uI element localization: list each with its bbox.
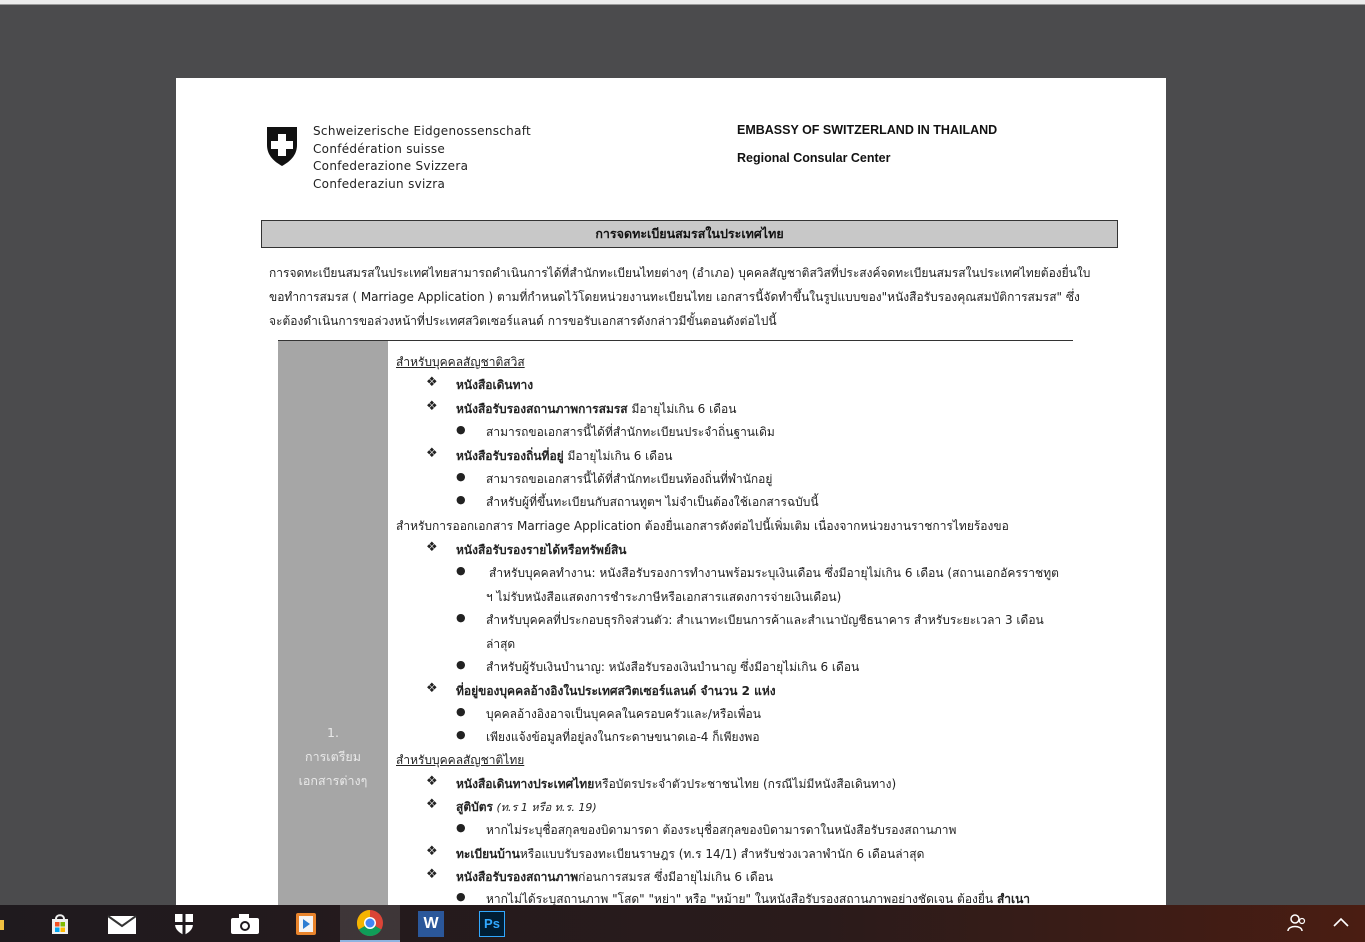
- req-sub-item: สามารถขอเอกสารนี้ได้ที่สำนักทะเบียนประจำถิ่นฐานเดิม: [486, 425, 775, 439]
- req-sub-item: สำหรับผู้รับเงินบำนาญ: หนังสือรับรองเงินบำนาญ ซึ่งมีอายุไม่เกิน 6 เดือน: [486, 660, 860, 674]
- intro-paragraph: [269, 261, 1119, 333]
- store-button[interactable]: [30, 905, 90, 942]
- diamond-bullet-icon: ❖: [426, 844, 438, 859]
- req-label: สูติบัตร: [456, 800, 493, 814]
- word-button[interactable]: [401, 905, 461, 942]
- conf-name-de: Schweizerische Eidgenossenschaft: [313, 124, 532, 138]
- conf-name-rm: Confederaziun svizra: [313, 176, 446, 191]
- req-label: หนังสือเดินทางประเทศไทย: [456, 777, 595, 791]
- photoshop-button[interactable]: [462, 905, 522, 942]
- diamond-bullet-icon: ❖: [426, 540, 438, 555]
- diamond-bullet-icon: ❖: [426, 867, 438, 882]
- embassy-block: [737, 123, 997, 179]
- req-label: หนังสือรับรองสถานภาพการสมรส: [456, 402, 628, 416]
- req-income: หนังสือรับรองรายได้หรือทรัพย์สิน: [456, 543, 627, 557]
- step-number: 1.: [327, 725, 339, 740]
- req-birth-cert: [456, 798, 597, 817]
- folder-icon: [0, 916, 6, 932]
- conf-name-fr: Confédération suisse: [313, 141, 446, 156]
- mail-button[interactable]: [92, 905, 152, 942]
- swiss-shield-logo: [264, 125, 300, 167]
- step-title-line: การเตรียม: [305, 749, 361, 764]
- people-tray-button[interactable]: [1287, 914, 1307, 936]
- dot-bullet-icon: ●: [456, 705, 466, 718]
- step-label-cell: [278, 341, 388, 905]
- security-shield-icon: [173, 912, 195, 936]
- dot-bullet-icon: ●: [456, 728, 466, 741]
- req-sub-emphasis: สำเนา: [996, 892, 1031, 905]
- embassy-title: EMBASSY OF SWITZERLAND IN THAILAND: [737, 123, 998, 137]
- diamond-bullet-icon: ❖: [426, 774, 438, 789]
- camera-icon: [230, 913, 260, 935]
- photoshop-icon: Ps: [479, 911, 505, 937]
- dot-bullet-icon: ●: [456, 611, 466, 624]
- step-label: [278, 721, 388, 793]
- media-player-icon: [294, 911, 318, 937]
- req-sub-item: สำหรับบุคคลที่ประกอบธุรกิจส่วนตัว: สำเนาทะเบียนการค้าและสำเนาบัญชีธนาคาร สำหรับระยะเวลา 3 เดือน: [486, 613, 1044, 627]
- req-label: หนังสือรับรองถิ่นที่อยู่: [456, 449, 564, 463]
- camera-button[interactable]: [215, 905, 275, 942]
- chrome-button[interactable]: [340, 905, 400, 942]
- people-icon: [1287, 914, 1307, 932]
- dot-bullet-icon: ●: [456, 470, 466, 483]
- security-button[interactable]: [154, 905, 214, 942]
- intro-line: การจดทะเบียนสมรสในประเทศไทยสามารถดำเนินการได้ที่สำนักทะเบียนไทยต่างๆ (อำเภอ) บุคคลสัญชาติสวิสที่ประสงค์จดทะเบียนสมรสในประเทศไทยต้องยื่นใบ: [269, 266, 1091, 280]
- req-detail: หรือบัตรประจำตัวประชาชนไทย (กรณีไม่มีหนังสือเดินทาง): [594, 777, 897, 791]
- swiss-heading: สำหรับบุคคลสัญชาติสวิส: [396, 355, 525, 369]
- req-detail: ก่อนการสมรส ซึ่งมีอายุไม่เกิน 6 เดือน: [578, 870, 774, 884]
- req-sub-item: สำหรับผู้ที่ขึ้นทะเบียนกับสถานทูตฯ ไม่จำเป็นต้องใช้เอกสารฉบับนี้: [486, 495, 819, 509]
- table-top-rule: [278, 340, 1073, 341]
- req-label: หนังสือรับรองสถานภาพ: [456, 870, 579, 884]
- diamond-bullet-icon: ❖: [426, 681, 438, 696]
- req-passport: หนังสือเดินทาง: [456, 378, 534, 392]
- start-button[interactable]: [0, 905, 15, 942]
- req-status-cert: [456, 868, 773, 887]
- document-title: การจดทะเบียนสมรสในประเทศไทย: [261, 220, 1118, 248]
- show-hidden-icons-button[interactable]: [1332, 914, 1350, 933]
- req-sub-item-cont: ฯ ไม่รับหนังสือแสดงการชำระภาษีหรือเอกสารแสดงการจ่ายเงินเดือน): [486, 590, 842, 604]
- step-title-line: เอกสารต่างๆ: [298, 773, 368, 788]
- req-label: ทะเบียนบ้าน: [456, 847, 520, 861]
- embassy-subtitle: Regional Consular Center: [737, 151, 891, 165]
- req-sub-item: สามารถขอเอกสารนี้ได้ที่สำนักทะเบียนท้องถิ่นที่พำนักอยู่: [486, 472, 773, 486]
- marriage-app-note: สำหรับการออกเอกสาร Marriage Application ต้องยื่นเอกสารดังต่อไปนี้เพิ่มเติม เนื่องจากหน่วยงานราชการไทยร้องขอ: [396, 519, 1009, 533]
- req-sub-text: หากไม่ได้ระบุสถานภาพ "โสด" "หย่า" หรือ "หม้าย" ในหนังสือรับรองสถานภาพอย่างชัดเจน ต้องยื่น: [486, 892, 997, 905]
- diamond-bullet-icon: ❖: [426, 797, 438, 812]
- confederation-names: [313, 123, 531, 193]
- req-sub-item: [486, 890, 1030, 905]
- diamond-bullet-icon: ❖: [426, 446, 438, 461]
- mail-icon: [107, 913, 137, 935]
- req-detail: หรือแบบรับรองทะเบียนราษฎร (ท.ร 14/1) สำหรับช่วงเวลาพำนัก 6 เดือนล่าสุด: [519, 847, 925, 861]
- req-civil-status: [456, 400, 736, 419]
- thai-heading: สำหรับบุคคลสัญชาติไทย: [396, 753, 525, 767]
- intro-line: ขอทำการสมรส ( Marriage Application ) ตามที่กำหนดไว้โดยหน่วยงานทะเบียนไทย เอกสารนี้จัดทำขึ้นในรูปแบบของ"หนังสือรับรองคุณสมบัติการสมรส" ซึ่ง: [269, 290, 1080, 304]
- document-viewer[interactable]: [0, 5, 1365, 905]
- dot-bullet-icon: ●: [456, 890, 466, 903]
- store-icon: [48, 912, 72, 936]
- chevron-up-icon: [1332, 915, 1350, 929]
- req-detail: มีอายุไม่เกิน 6 เดือน: [563, 449, 673, 463]
- taskbar: [0, 905, 1365, 942]
- word-icon: W: [418, 911, 444, 937]
- dot-bullet-icon: ●: [456, 423, 466, 436]
- intro-line: จะต้องดำเนินการขอล่วงหน้าที่ประเทศสวิตเซอร์แลนด์ การขอรับเอกสารดังกล่าวมีขั้นตอนดังต่อไปนี้: [269, 314, 777, 328]
- document-page: [176, 78, 1166, 905]
- req-detail: (ท.ร 1 หรือ ท.ร. 19): [492, 801, 597, 814]
- dot-bullet-icon: ●: [456, 658, 466, 671]
- req-sub-item: สำหรับบุคคลทำงาน: หนังสือรับรองการทำงานพร้อมระบุเงินเดือน ซึ่งมีอายุไม่เกิน 6 เดือน (สถานเอกอัครราชทูต: [489, 566, 1059, 580]
- dot-bullet-icon: ●: [456, 493, 466, 506]
- req-sub-item: หากไม่ระบุชื่อสกุลของบิดามารดา ต้องระบุชื่อสกุลของบิดามารดาในหนังสือรับรองสถานภาพ: [486, 823, 957, 837]
- media-player-button[interactable]: [276, 905, 336, 942]
- diamond-bullet-icon: ❖: [426, 399, 438, 414]
- conf-name-it: Confederazione Svizzera: [313, 159, 469, 173]
- req-thai-passport: [456, 775, 896, 794]
- req-references: ที่อยู่ของบุคคลอ้างอิงในประเทศสวิตเซอร์แลนด์ จำนวน 2 แห่ง: [456, 684, 776, 698]
- req-residence: [456, 447, 673, 466]
- diamond-bullet-icon: ❖: [426, 375, 438, 390]
- dot-bullet-icon: ●: [456, 564, 466, 577]
- req-sub-item-cont: ล่าสุด: [486, 637, 516, 651]
- req-house-registration: [456, 845, 924, 864]
- req-detail: มีอายุไม่เกิน 6 เดือน: [627, 402, 737, 416]
- dot-bullet-icon: ●: [456, 821, 466, 834]
- req-sub-item: เพียงแจ้งข้อมูลที่อยู่ลงในกระดาษขนาดเอ-4 ก็เพียงพอ: [486, 730, 760, 744]
- chrome-icon: [356, 909, 384, 937]
- req-sub-item: บุคคลอ้างอิงอาจเป็นบุคคลในครอบครัวและ/หรือเพื่อน: [486, 707, 761, 721]
